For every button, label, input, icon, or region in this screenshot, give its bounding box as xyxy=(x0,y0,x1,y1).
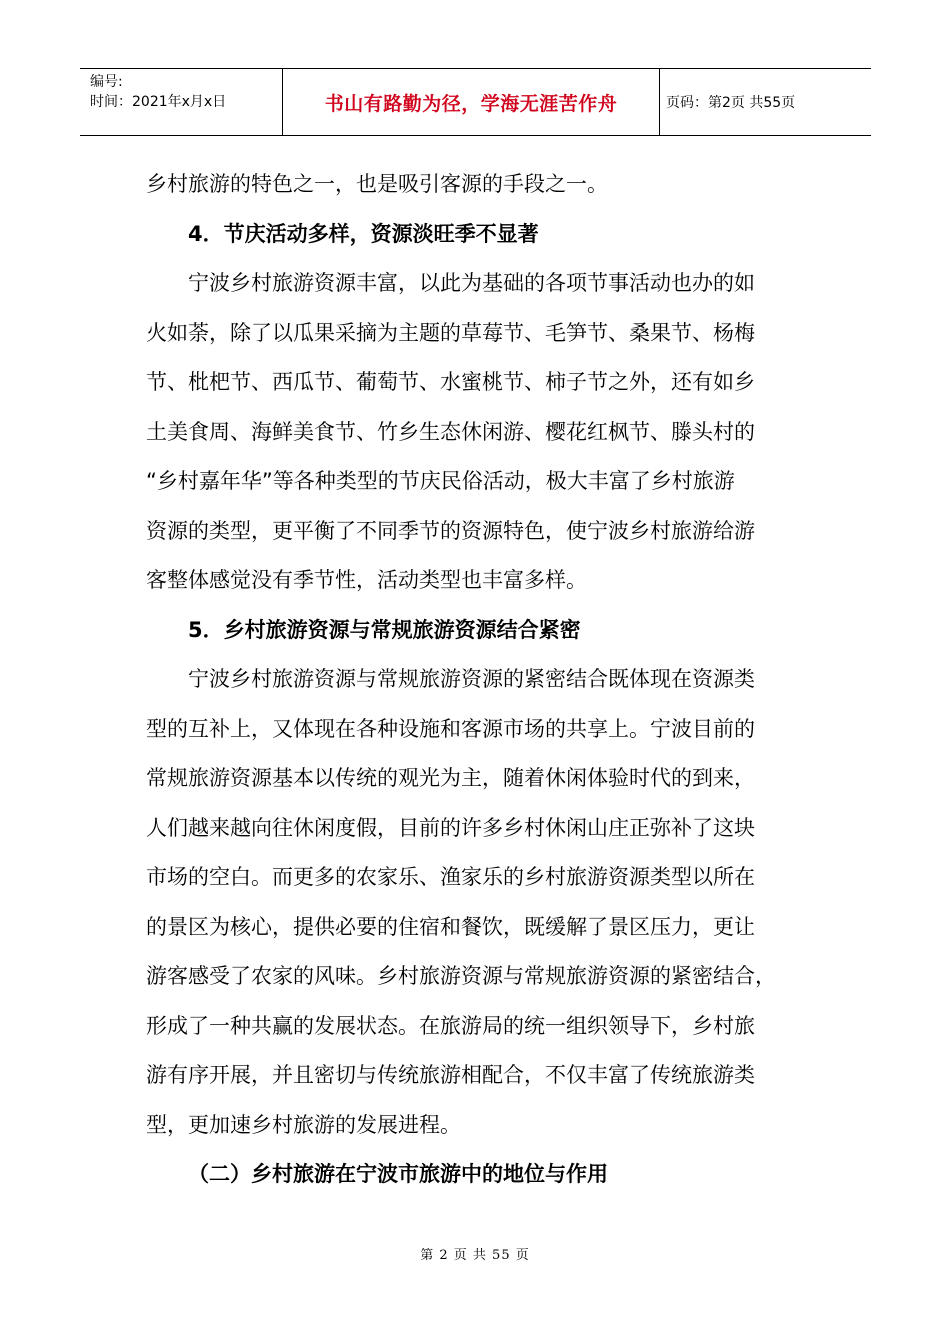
paragraph-line: 常规旅游资源基本以传统的观光为主，随着休闲体验时代的到来， xyxy=(146,766,755,790)
paragraph-line: 土美食周、海鲜美食节、竹乡生态休闲游、樱花红枫节、滕头村的 xyxy=(146,419,755,444)
header-motto: 书山有路勤为径，学海无涯苦作舟 xyxy=(283,69,660,135)
section-heading: 5．乡村旅游资源与常规旅游资源结合紧密 xyxy=(188,617,581,642)
header-meta xyxy=(80,69,283,135)
document-header xyxy=(80,68,871,136)
paragraph-line: 形成了一种共赢的发展状态。在旅游局的统一组织领导下，乡村旅 xyxy=(146,1013,755,1038)
number-label: 编号: xyxy=(90,74,123,90)
paragraph-line: 宁波乡村旅游资源与常规旅游资源的紧密结合既体现在资源类 xyxy=(188,667,755,691)
header-page-info: 页码：第2页 共55页 xyxy=(666,95,796,111)
time-label: 时间：2021年x月x日 xyxy=(90,94,227,110)
paragraph-line: 乡村旅游的特色之一，也是吸引客源的手段之一。 xyxy=(146,172,608,196)
paragraph-line: 火如荼，除了以瓜果采摘为主题的草莓节、毛笋节、桑果节、杨梅 xyxy=(146,320,755,345)
paragraph-line: “乡村嘉年华”等各种类型的节庆民俗活动，极大丰富了乡村旅游 xyxy=(146,469,735,493)
paragraph-line: 人们越来越向往休闲度假，目前的许多乡村休闲山庄正弥补了这块 xyxy=(146,815,755,840)
paragraph-line: 市场的空白。而更多的农家乐、渔家乐的乡村旅游资源类型以所在 xyxy=(146,865,755,889)
paragraph-line: 的景区为核心，提供必要的住宿和餐饮，既缓解了景区压力，更让 xyxy=(146,914,755,939)
paragraph-line: 游有序开展，并且密切与传统旅游相配合，不仅丰富了传统旅游类 xyxy=(146,1063,755,1087)
paragraph-line: 宁波乡村旅游资源丰富，以此为基础的各项节事活动也办的如 xyxy=(188,271,755,295)
section-heading: 4．节庆活动多样，资源淡旺季不显著 xyxy=(188,221,539,246)
paragraph-line: 客整体感觉没有季节性，活动类型也丰富多样。 xyxy=(146,568,587,592)
paragraph-line: 型，更加速乡村旅游的发展进程。 xyxy=(146,1112,461,1137)
page-footer: 第 2 页 共 55 页 xyxy=(420,1248,530,1263)
section-heading: （二）乡村旅游在宁波市旅游中的地位与作用 xyxy=(188,1162,608,1186)
document-body xyxy=(146,160,814,1200)
paragraph-line: 节、枇杷节、西瓜节、葡萄节、水蜜桃节、柿子节之外，还有如乡 xyxy=(146,370,755,394)
paragraph-line: 资源的类型，更平衡了不同季节的资源特色，使宁波乡村旅游给游 xyxy=(146,518,755,543)
paragraph-line: 型的互补上，又体现在各种设施和客源市场的共享上。宁波目前的 xyxy=(146,716,755,741)
paragraph-line: 游客感受了农家的风味。乡村旅游资源与常规旅游资源的紧密结合， xyxy=(146,964,776,988)
